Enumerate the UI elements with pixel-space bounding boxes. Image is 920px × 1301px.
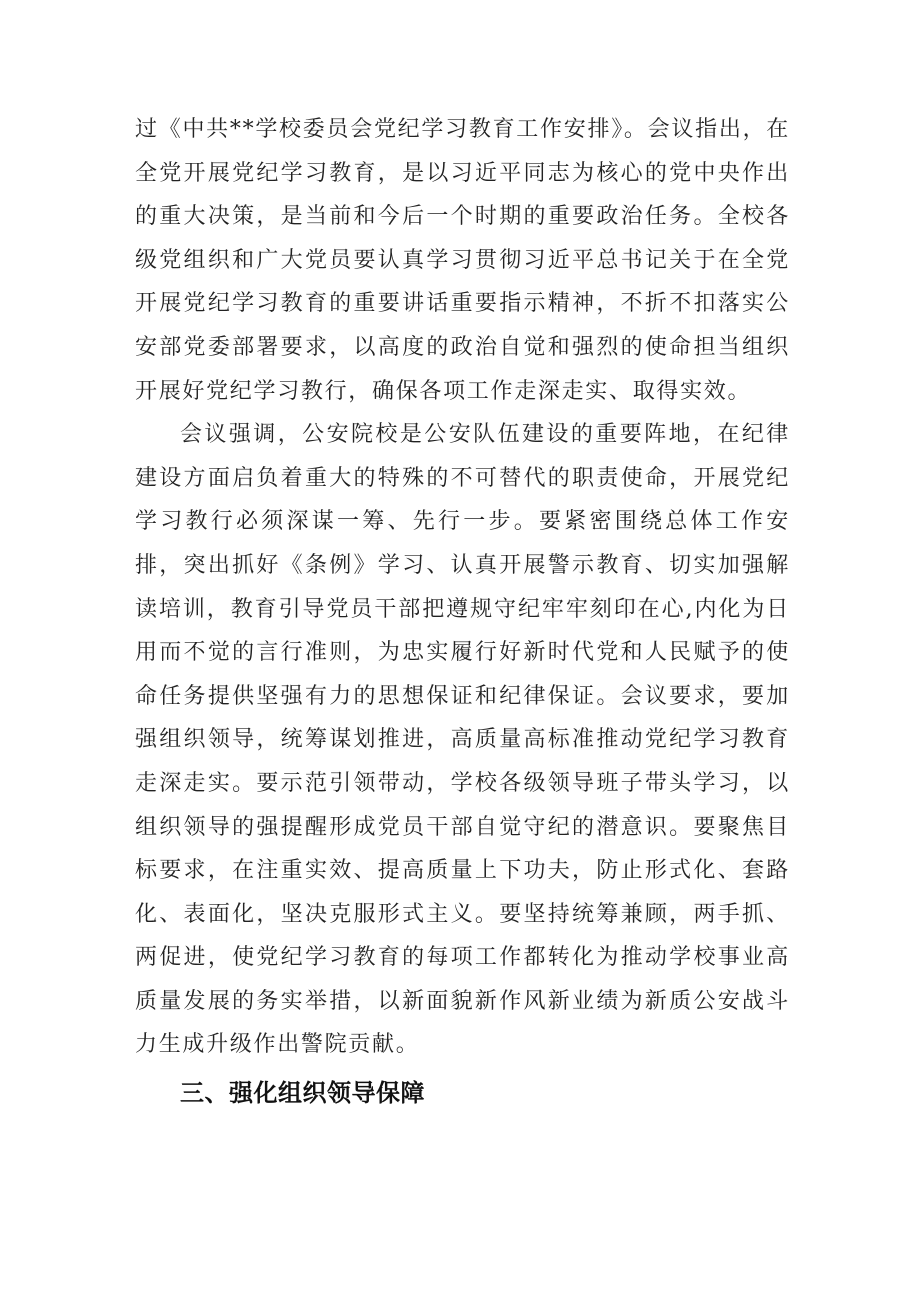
paragraph-meeting-emphasis: 会议强调，公安院校是公安队伍建设的重要阵地，在纪律建设方面启负着重大的特殊的不可替代的职责使命，开展党纪学习教行必须深谋一筹、先行一步。要紧密围绕总体工作安排，突出抓好《条例》学习、认真开展警示教育、切实加强解读培训，教育引导党员干部把遵规守纪牢牢刻印在心,内化为日用而不觉的言行准则，为忠实履行好新时代党和人民赋予的使命任务提供坚强有力的思想保证和纪律保证。会议要求，要加强组织领导，统筹谋划推进，高质量高标准推动党纪学习教育走深走实。要示范引领带动，学校各级领导班子带头学习，以组织领导的强提醒形成党员干部自觉守纪的潜意识。要聚焦目标要求，在注重实效、提高质量上下功夫，防止形式化、套路化、表面化，坚决克服形式主义。要坚持统筹兼顾，两手抓、两促进，使党纪学习教育的每项工作都转化为推动学校事业高质量发展的务实举措，以新面貌新作风新业绩为新质公安战斗力生成升级作出警院贡献。 <box>135 422 790 1058</box>
section-heading: 三、强化组织领导保障 <box>180 1079 425 1108</box>
paragraph-continuation: 过《中共**学校委员会党纪学习教育工作安排》。会议指出，在全党开展党纪学习教育，是以习近平同志为核心的党中央作出的重大决策，是当前和今后一个时期的重要政治任务。全校各级党组织和广大党员要认真学习贯彻习近平总书记关于在全党开展党纪学习教育的重要讲话重要指示精神，不折不扣落实公安部党委部署要求，以高度的政治自觉和强烈的使命担当组织开展好党纪学习教行，确保各项工作走深走实、取得实效。 <box>135 117 790 404</box>
